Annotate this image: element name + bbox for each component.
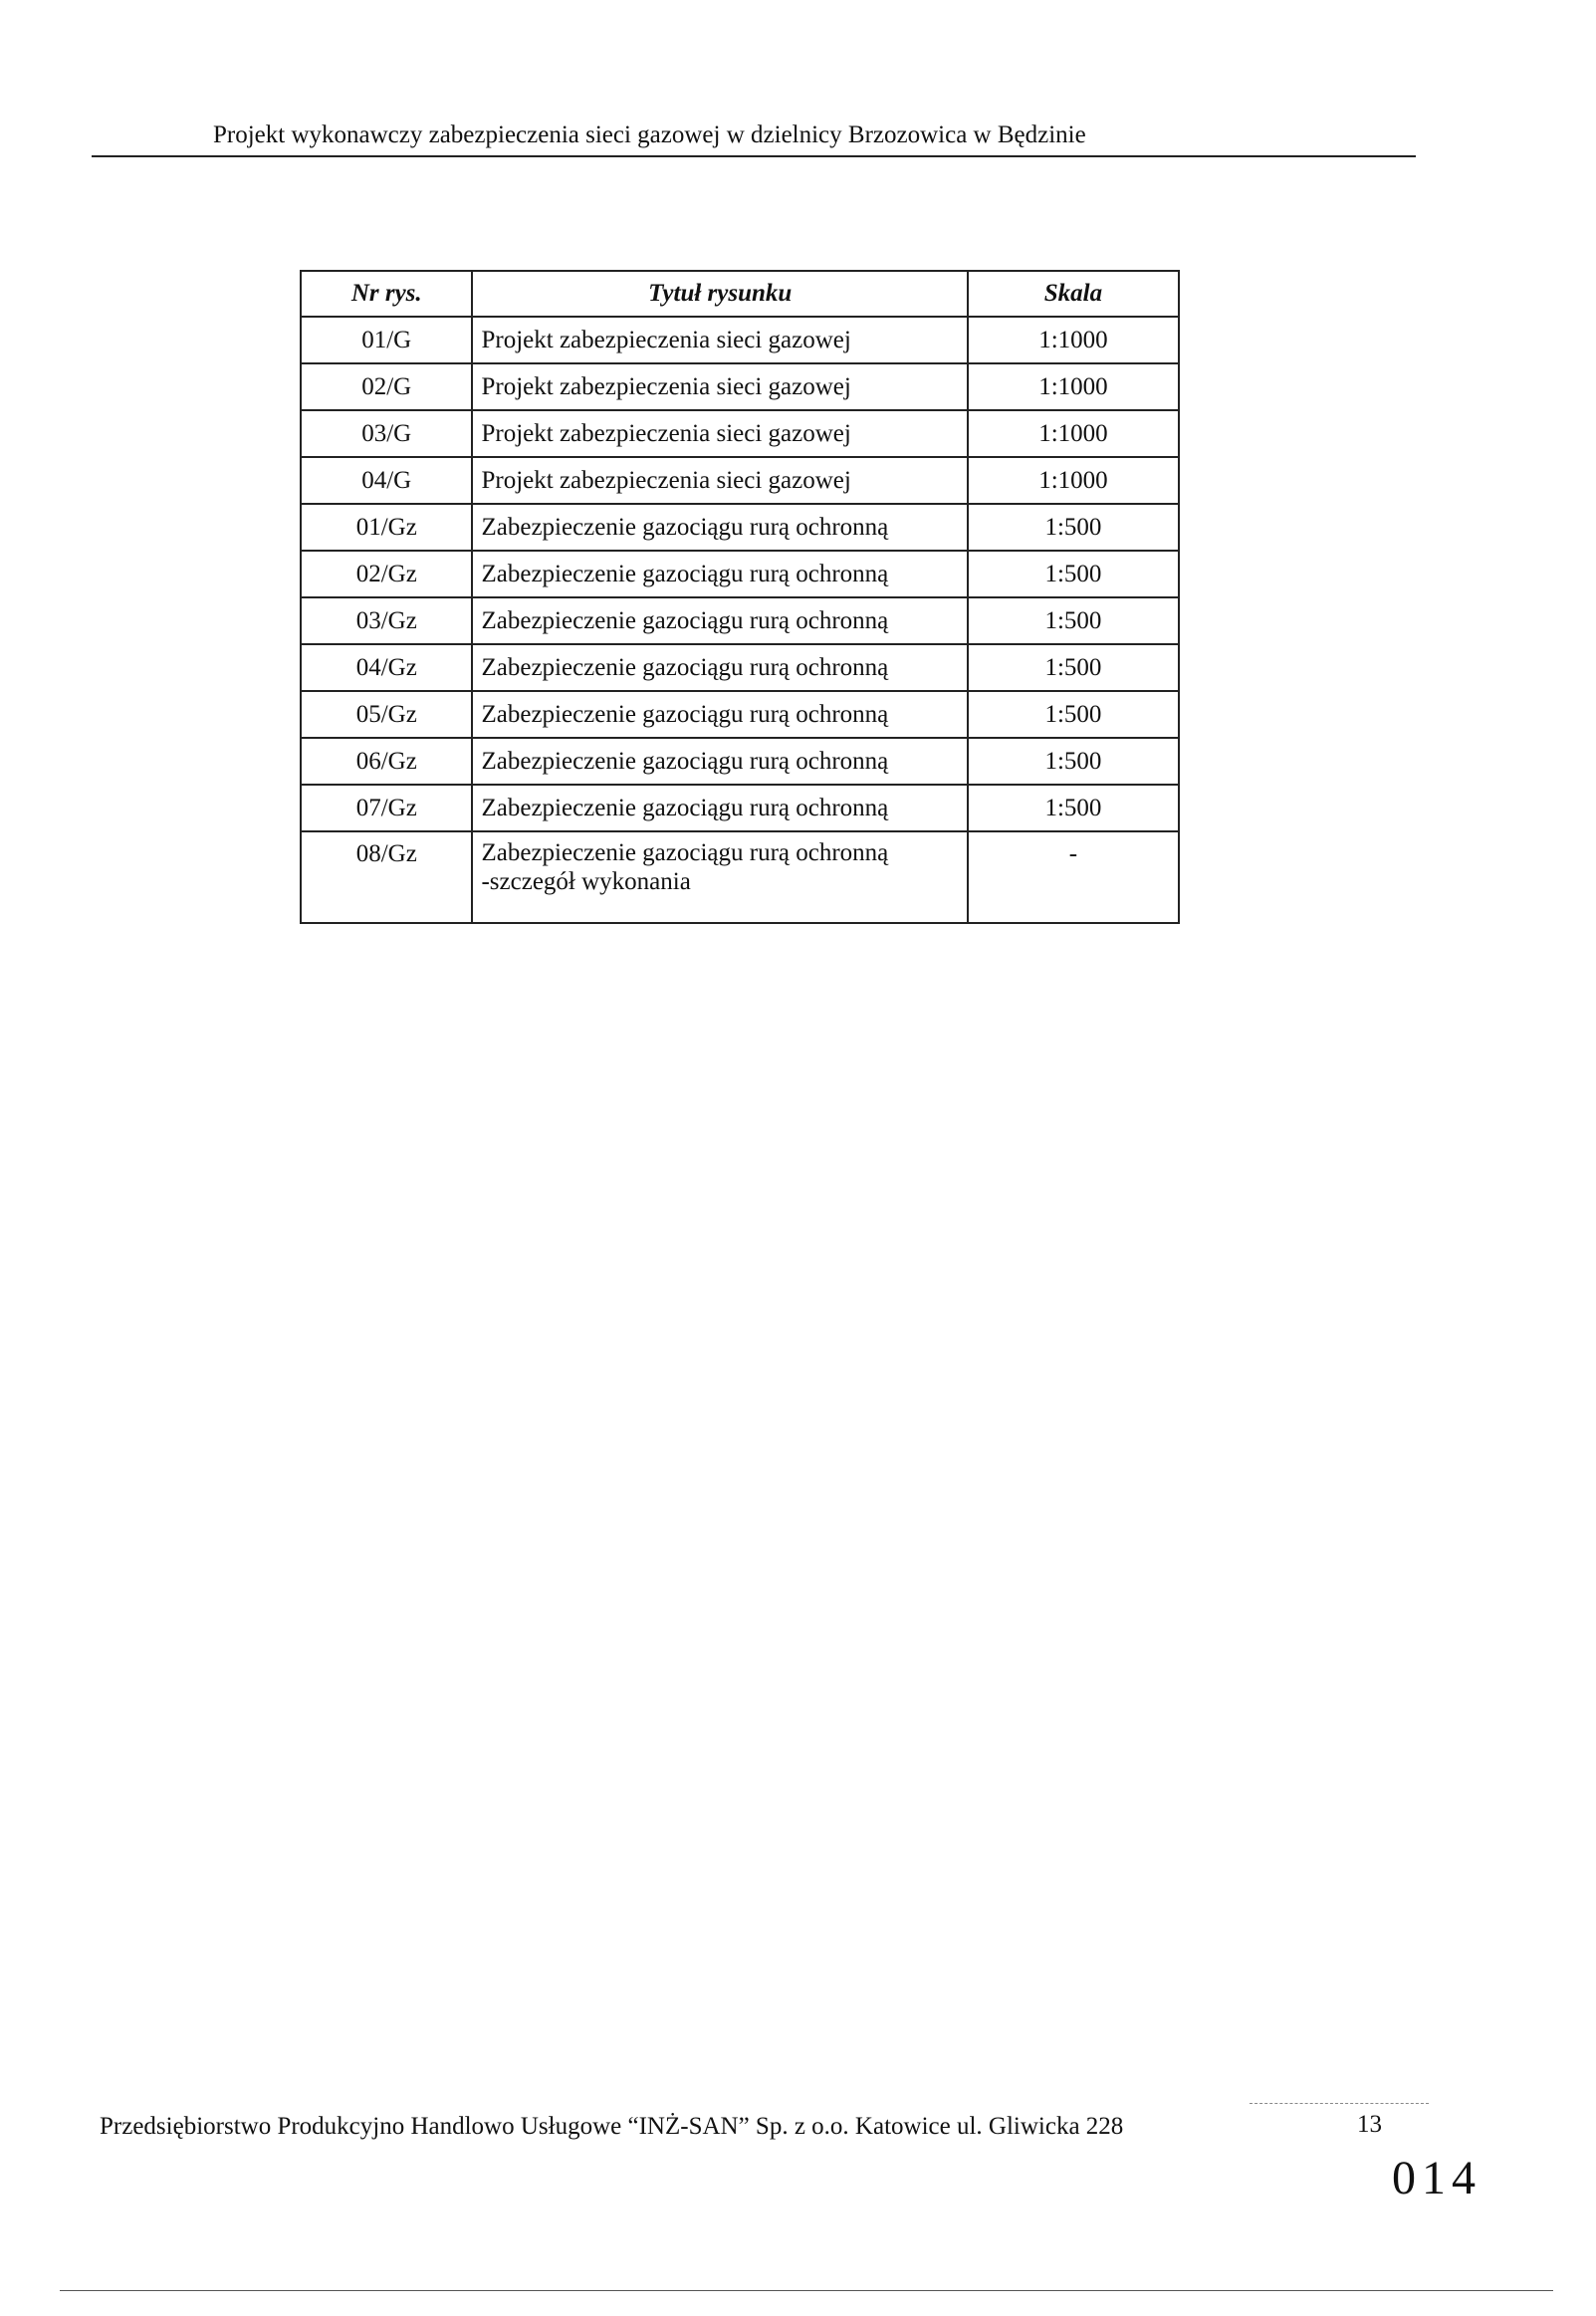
table-row <box>301 831 1179 923</box>
drawing-number: 07/Gz <box>301 785 472 831</box>
page-number: 13 <box>1357 2111 1382 2138</box>
drawing-title: Zabezpieczenie gazociągu rurą ochronną <box>481 607 889 634</box>
document-header-title: Projekt wykonawczy zabezpieczenia sieci gazowej w dzielnicy Brzozowica w Będzinie <box>213 121 1086 148</box>
footer-dashed-rule <box>1250 2103 1429 2104</box>
drawing-number: 03/G <box>301 410 472 457</box>
drawing-title-cell <box>472 457 967 504</box>
header-rule <box>92 155 1416 157</box>
drawing-number: 08/Gz <box>301 831 472 923</box>
table-row <box>301 504 1179 551</box>
drawing-title-cell <box>472 363 967 410</box>
drawing-title: Zabezpieczenie gazociągu rurą ochronną <box>481 701 889 728</box>
drawing-title: Projekt zabezpieczenia sieci gazowej <box>481 373 851 400</box>
drawing-title-cell <box>472 831 967 923</box>
drawing-number: 03/Gz <box>301 597 472 644</box>
drawing-scale: 1:500 <box>968 504 1179 551</box>
drawing-number: 02/G <box>301 363 472 410</box>
drawing-number: 05/Gz <box>301 691 472 738</box>
drawing-scale: 1:1000 <box>968 410 1179 457</box>
drawing-title-cell <box>472 738 967 785</box>
drawing-scale: 1:1000 <box>968 317 1179 363</box>
drawing-scale: 1:500 <box>968 644 1179 691</box>
drawing-title-continuation: -szczegół wykonania <box>481 868 691 895</box>
drawing-number: 04/G <box>301 457 472 504</box>
table-header-row <box>301 271 1179 317</box>
drawing-scale: 1:500 <box>968 551 1179 597</box>
drawing-scale: 1:1000 <box>968 457 1179 504</box>
table-row <box>301 597 1179 644</box>
drawing-title-cell <box>472 644 967 691</box>
folio-number: 014 <box>1392 2152 1482 2204</box>
table-row <box>301 738 1179 785</box>
table-row <box>301 644 1179 691</box>
drawing-scale: 1:1000 <box>968 363 1179 410</box>
column-header-scale: Skala <box>968 271 1179 317</box>
drawing-title-cell <box>472 551 967 597</box>
table-row <box>301 363 1179 410</box>
drawing-scale: 1:500 <box>968 738 1179 785</box>
drawing-scale: 1:500 <box>968 691 1179 738</box>
drawing-title-cell <box>472 691 967 738</box>
table-row <box>301 410 1179 457</box>
drawing-number: 01/G <box>301 317 472 363</box>
table-row <box>301 457 1179 504</box>
drawing-title-cell <box>472 504 967 551</box>
drawing-title: Zabezpieczenie gazociągu rurą ochronną <box>481 561 889 587</box>
drawing-title: Projekt zabezpieczenia sieci gazowej <box>481 420 851 447</box>
drawing-number: 02/Gz <box>301 551 472 597</box>
table-row <box>301 785 1179 831</box>
table-row <box>301 551 1179 597</box>
bottom-edge-rule <box>60 2290 1553 2291</box>
drawing-title: Projekt zabezpieczenia sieci gazowej <box>481 467 851 494</box>
drawing-scale: 1:500 <box>968 785 1179 831</box>
drawing-number: 01/Gz <box>301 504 472 551</box>
drawing-scale: - <box>968 831 1179 923</box>
table-row <box>301 691 1179 738</box>
drawing-title: Zabezpieczenie gazociągu rurą ochronną <box>481 839 889 866</box>
drawing-title-cell <box>472 317 967 363</box>
drawing-title-cell <box>472 597 967 644</box>
table-row <box>301 317 1179 363</box>
drawing-number: 04/Gz <box>301 644 472 691</box>
drawing-title: Zabezpieczenie gazociągu rurą ochronną <box>481 748 889 775</box>
column-header-nr: Nr rys. <box>301 271 472 317</box>
drawing-title: Zabezpieczenie gazociągu rurą ochronną <box>481 795 889 821</box>
drawing-title: Zabezpieczenie gazociągu rurą ochronną <box>481 514 889 541</box>
drawing-title: Projekt zabezpieczenia sieci gazowej <box>481 327 851 353</box>
drawing-number: 06/Gz <box>301 738 472 785</box>
drawing-title-cell <box>472 410 967 457</box>
drawing-title-cell <box>472 785 967 831</box>
column-header-title: Tytuł rysunku <box>472 271 967 317</box>
drawing-title: Zabezpieczenie gazociągu rurą ochronną <box>481 654 889 681</box>
drawings-table <box>300 270 1180 924</box>
footer-company-text: Przedsiębiorstwo Produkcyjno Handlowo Usługowe “INŻ-SAN” Sp. z o.o. Katowice ul. Gliwicka 228 <box>100 2113 1124 2140</box>
drawing-scale: 1:500 <box>968 597 1179 644</box>
